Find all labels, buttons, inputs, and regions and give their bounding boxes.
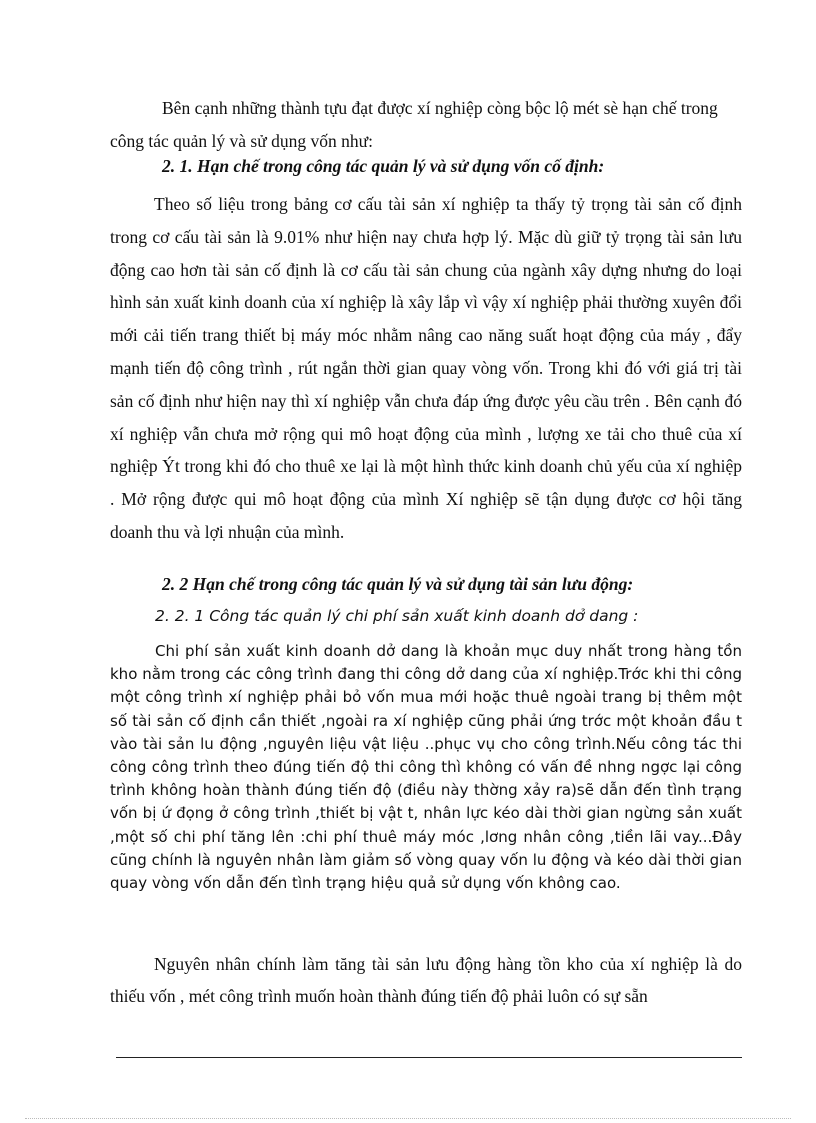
section-heading-2-1: 2. 1. Hạn chế trong công tác quản lý và sử dụng vốn cố định:	[162, 156, 605, 176]
fixed-assets-paragraph: Theo số liệu trong bảng cơ cấu tài sản xí nghiệp ta thấy tỷ trọng tài sản cố định trong cơ cấu tài sản là 9.01% như hiện nay chưa hợp lý. Mặc dù giữ tỷ trọng tài sản lưu động cao hơn tài sản cố định là cơ cấu tài sản chung của ngành xây dựng nhưng do loại hình sản xuất kinh doanh của xí nghiệp là xây lắp vì vậy xí nghiệp phải thường xuyên đổi mới cải tiến trang thiết bị máy móc nhằm nâng cao năng suất hoạt động của máy , đẩy mạnh tiến độ công trình , rút ngắn thời gian quay vòng vốn. Trong khi đó với giá trị tài sản cố định như hiện nay thì xí nghiệp vẫn chưa đáp ứng được yêu cầu trên . Bên cạnh đó xí nghiệp vẫn chưa mở rộng qui mô hoạt động của mình , lượng xe tải cho thuê của xí nghiệp Ýt trong khi đó cho thuê xe lại là một hình thức kinh doanh chủ yếu của xí nghiệp . Mở rộng được qui mô hoạt động của mình Xí nghiệp sẽ tận dụng được cơ hội tăng doanh thu và lợi nhuận của mình.	[110, 194, 742, 542]
page-edge-divider	[25, 1118, 791, 1119]
subsection-heading-2-2-1: 2. 2. 1 Công tác quản lý chi phí sản xuất kinh doanh dở dang :	[155, 607, 639, 625]
wip-cost-paragraph: Chi phí sản xuất kinh doanh dở dang là khoản mục duy nhất trong hàng tồn kho nằm trong các công trình đang thi công dở dang của xí nghiệp.Trớc khi thi công một công trình xí nghiệp phải bỏ vốn mua mới hoặc thuê ngoài trang bị thêm một số tài sản cố định cần thiết ,ngoài ra xí nghiệp cũng phải ứng trớc một khoản đầu t vào tài sản lu động ,nguyên liệu vật liệu ..phục vụ cho công trình.Nếu công tác thi công công trình theo đúng tiến độ thi công thì không có vấn đề nhng ngợc lại công trình không hoàn thành đúng tiến độ (điều này thờng xảy ra)sẽ dẫn đến tình trạng vốn bị ứ đọng ở công trình ,thiết bị vật t, nhân lực kéo dài thời gian ngừng sản xuất ,một số chi phí tăng lên :chi phí thuê máy móc ,lơng nhân công ,tiền lãi vay...Đây cũng chính là nguyên nhân làm giảm số vòng quay vốn lu động và kéo dài thời gian quay vòng vốn dẫn đến tình trạng hiệu quả sử dụng vốn không cao.	[110, 642, 742, 893]
footer-rule	[116, 1057, 742, 1058]
section-heading-2-2: 2. 2 Hạn chế trong công tác quản lý và sử dụng tài sản lưu động:	[162, 574, 634, 594]
inventory-cause-paragraph: Nguyên nhân chính làm tăng tài sản lưu động hàng tồn kho của xí nghiệp là do thiếu vốn , mét công trình muốn hoàn thành đúng tiến độ phải luôn có sự sẵn	[110, 954, 742, 1006]
intro-paragraph	[110, 92, 742, 158]
intro-text: Bên cạnh những thành tựu đạt được xí nghiệp còng bộc lộ mét sè hạn chế trong công tác quản lý và sử dụng vốn như:	[110, 98, 718, 151]
